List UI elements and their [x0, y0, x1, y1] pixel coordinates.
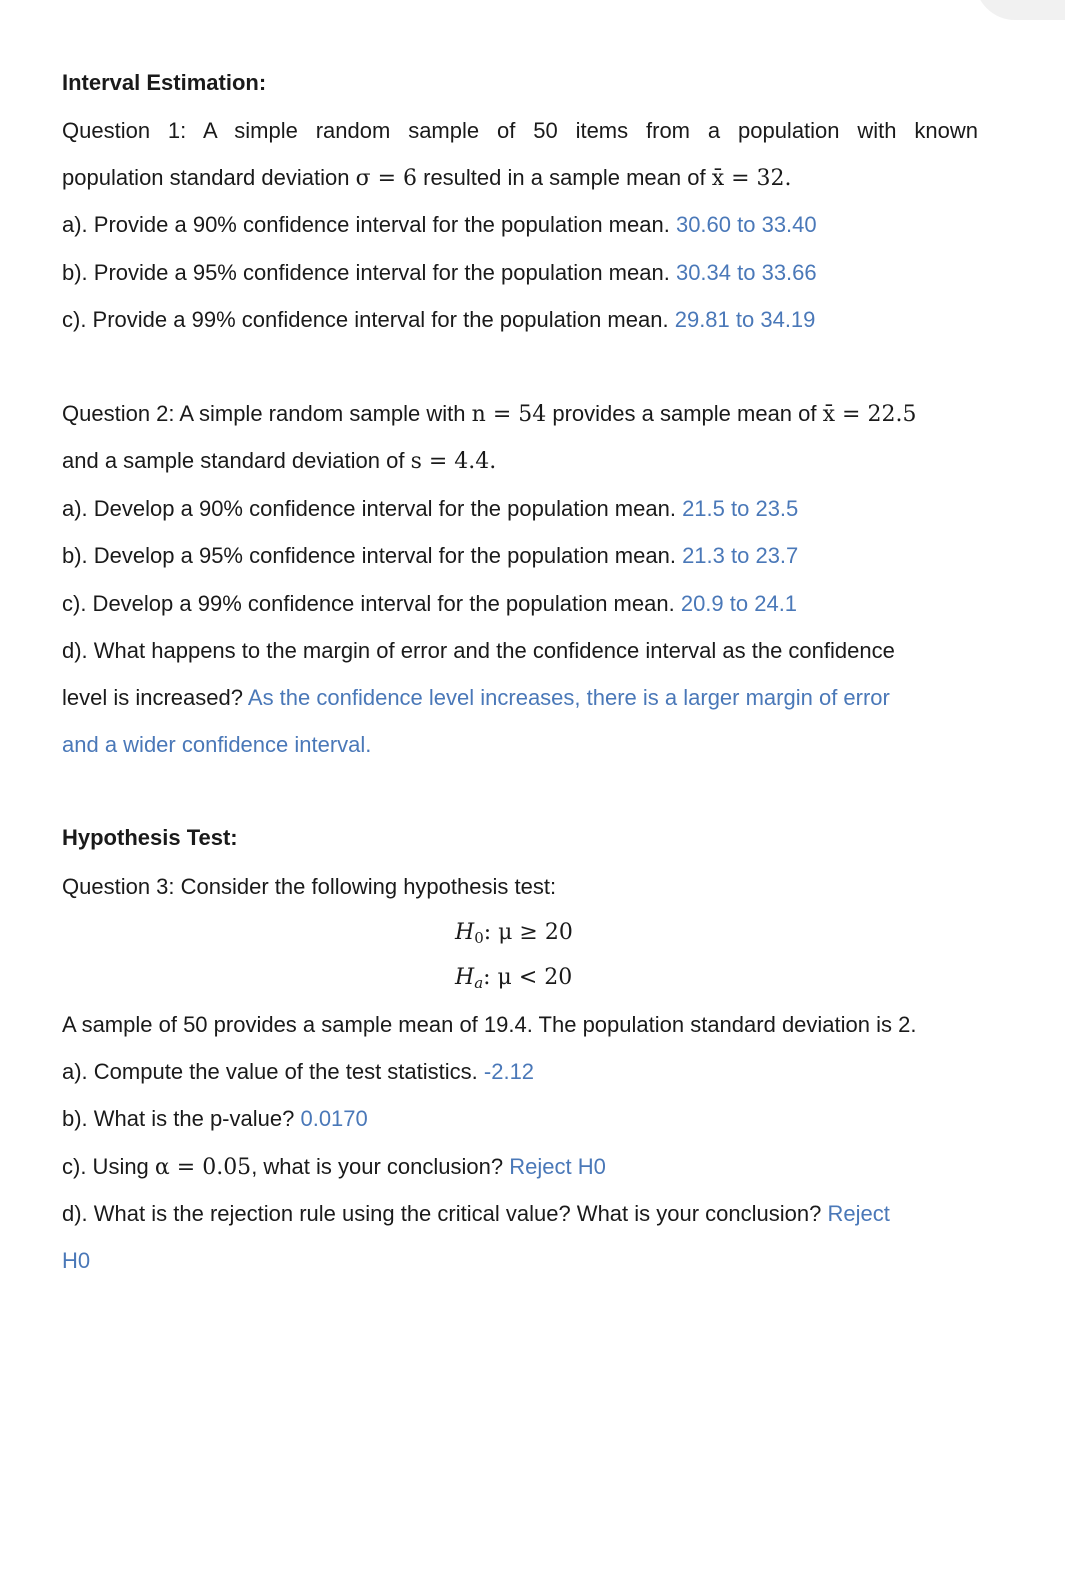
question-3-part-b-text: b). What is the p-value? — [62, 1106, 295, 1131]
question-1-part-b-text: b). Provide a 95% confidence interval for the population mean. — [62, 260, 670, 285]
alpha-expression: α = 0.05 — [154, 1155, 252, 1180]
question-2-part-d-line-2 — [62, 684, 890, 712]
sample-size-expression: n = 54 — [471, 402, 547, 427]
question-3-part-d-text: d). What is the rejection rule using the critical value? What is your conclusion? — [62, 1201, 822, 1226]
question-2-part-c-text: c). Develop a 99% confidence interval for the population mean. — [62, 591, 675, 616]
question-1-part-b — [62, 259, 817, 287]
question-3-part-d-answer-line-2: H0 — [62, 1248, 91, 1273]
sample-std-expression: s = 4.4. — [410, 449, 497, 474]
question-1-line-2-prefix: population standard deviation — [62, 165, 356, 190]
question-2-part-a-text: a). Develop a 90% confidence interval for the population mean. — [62, 496, 676, 521]
null-hypothesis — [455, 919, 573, 952]
question-3-part-c — [62, 1153, 606, 1182]
null-hypothesis-subscript: 0 — [474, 929, 484, 947]
alternative-hypothesis-label: H — [455, 965, 475, 990]
question-3-intro: Question 3: Consider the following hypothesis test: — [62, 874, 557, 899]
question-1-part-a-answer: 30.60 to 33.40 — [675, 212, 817, 237]
question-3-part-c-prefix: c). Using — [62, 1154, 155, 1179]
page-corner-decoration — [975, 0, 1065, 20]
question-3-sample-text: A sample of 50 provides a sample mean of 19.4. The population standard deviation is 2. — [62, 1012, 917, 1037]
sigma-expression: σ = 6 — [355, 166, 417, 191]
question-1-part-b-answer: 30.34 to 33.66 — [675, 260, 817, 285]
question-2-part-a — [62, 495, 798, 523]
question-1-part-c-text: c). Provide a 99% confidence interval for the population mean. — [62, 307, 669, 332]
question-2-text-line-2 — [62, 447, 496, 476]
question-2-line-1-prefix: Question 2: A simple random sample with — [62, 401, 472, 426]
question-2-part-d-answer-line-1: As the confidence level increases, there is a larger margin of error — [247, 685, 890, 710]
question-3-part-c-answer: Reject H0 — [509, 1154, 606, 1179]
sample-mean-expression: x̄ = 32. — [711, 166, 792, 191]
question-3-part-c-suffix: , what is your conclusion? — [251, 1154, 504, 1179]
question-1-part-c-answer: 29.81 to 34.19 — [674, 307, 816, 332]
section-heading-interval-estimation: Interval Estimation: — [62, 70, 267, 95]
question-2-line-2-prefix: and a sample standard deviation of — [62, 448, 411, 473]
question-1-part-a — [62, 211, 817, 239]
sample-mean-expression: x̄ = 22.5 — [822, 402, 917, 427]
question-2-part-c-answer: 20.9 to 24.1 — [680, 591, 798, 616]
section-heading-hypothesis-test: Hypothesis Test: — [62, 825, 238, 850]
alternative-hypothesis — [455, 964, 572, 997]
question-3-part-d — [62, 1200, 890, 1228]
null-hypothesis-label: H — [455, 920, 475, 945]
null-hypothesis-condition: : μ ≥ 20 — [483, 920, 573, 945]
question-3-part-b-answer: 0.0170 — [300, 1106, 368, 1131]
question-2-line-1-middle: provides a sample mean of — [546, 401, 823, 426]
question-3-part-a-text: a). Compute the value of the test statistics. — [62, 1059, 478, 1084]
question-3-part-a — [62, 1058, 534, 1086]
question-2-part-d-text: level is increased? — [62, 685, 243, 710]
question-1-text-line-1: Question 1: A simple random sample of 50 items from a population with known — [62, 118, 978, 143]
question-2-part-d-line-1: d). What happens to the margin of error and the confidence interval as the confidence — [62, 638, 895, 663]
question-3-part-a-answer: -2.12 — [483, 1059, 535, 1084]
alternative-hypothesis-condition: : μ < 20 — [483, 965, 573, 990]
question-2-part-b — [62, 542, 798, 570]
question-2-part-a-answer: 21.5 to 23.5 — [682, 496, 799, 521]
question-3-part-b — [62, 1105, 368, 1133]
question-2-part-c — [62, 590, 797, 618]
question-2-part-b-text: b). Develop a 95% confidence interval for the population mean. — [62, 543, 676, 568]
question-2-part-d-answer-line-2: and a wider confidence interval. — [62, 732, 372, 757]
question-2-text-line-1 — [62, 400, 916, 429]
question-1-line-2-middle: resulted in a sample mean of — [417, 165, 712, 190]
alternative-hypothesis-subscript: a — [474, 974, 484, 992]
question-1-text-line-2 — [62, 164, 792, 193]
question-2-part-b-answer: 21.3 to 23.7 — [682, 543, 799, 568]
question-1-part-c — [62, 306, 815, 334]
question-3-part-d-answer-line-1: Reject — [827, 1201, 890, 1226]
question-1-part-a-text: a). Provide a 90% confidence interval for the population mean. — [62, 212, 670, 237]
